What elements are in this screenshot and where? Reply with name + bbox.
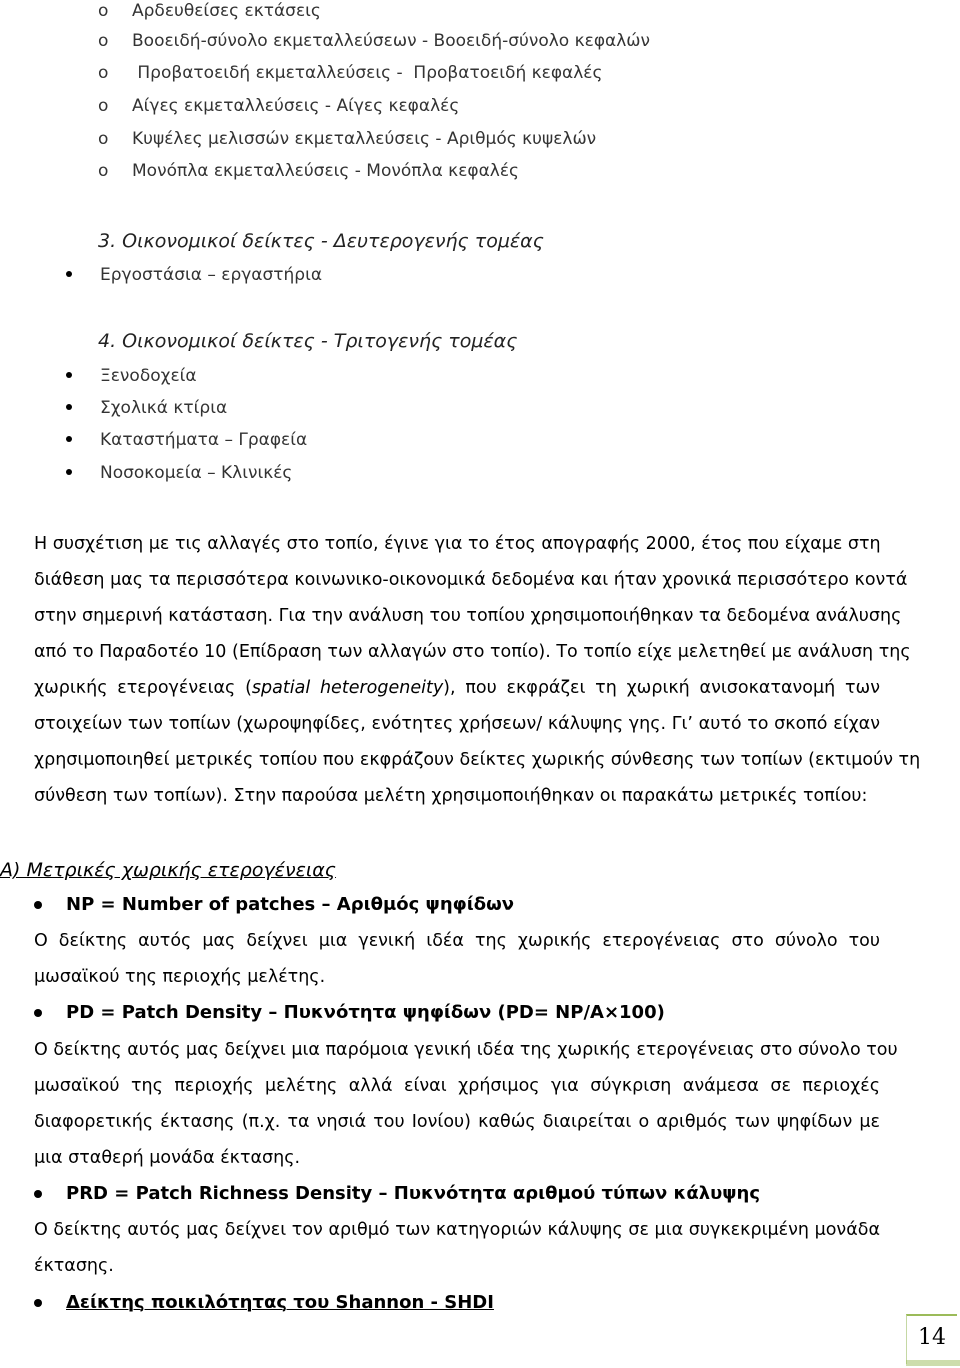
bullet-icon (34, 1299, 42, 1307)
list-item-text: Καταστήματα – Γραφεία (100, 430, 308, 450)
list-item (98, 0, 898, 22)
metric-description (34, 1212, 880, 1284)
list-item (66, 462, 766, 484)
paragraph-line: σύνθεση των τοπίων). Στην παρούσα μελέτη χρησιμοποιήθηκαν οι παρακάτω μετρικές τοπίου: (34, 786, 868, 806)
bullet-icon (34, 1009, 42, 1017)
list-marker: o (98, 96, 109, 116)
bullet-icon (66, 469, 72, 475)
bullet-icon (66, 271, 72, 277)
bullet-icon (66, 436, 72, 442)
list-marker: o (98, 129, 109, 149)
list-item (66, 429, 766, 451)
paragraph-line: Ο δείκτης αυτός μας δείχνει μια παρόμοια γενική ιδέα της χωρικής ετερογένειας στο σύνολο του (34, 1040, 898, 1060)
subsection-heading: Α) Μετρικές χωρικής ετερογένειας (0, 859, 336, 881)
metric-title: PD = Patch Density – Πυκνότητα ψηφίδων (PD= NP/A×100) (66, 1002, 665, 1023)
section-3-heading: 3. Οικονομικοί δείκτες - Δευτερογενής τομέας (98, 230, 544, 252)
paragraph-line: έκτασης. (34, 1256, 114, 1276)
bullet-icon (66, 372, 72, 378)
list-item-text: Αρδευθείσες εκτάσεις (132, 1, 321, 21)
list-item-text: Σχολικά κτίρια (100, 398, 228, 418)
list-marker: o (98, 1, 109, 21)
paragraph-line: διάθεση μας τα περισσότερα κοινωνικο-οικονομικά δεδομένα και ήταν χρονικά περισσότερο κοντά (34, 570, 908, 590)
section-4-heading: 4. Οικονομικοί δείκτες - Τριτογενής τομέας (98, 330, 518, 352)
paragraph-line: στοιχείων των τοπίων (χωροψηφίδες, ενότητες χρήσεων/ κάλυψης γης. Γι’ αυτό το σκοπό είχαν (34, 714, 880, 734)
paragraph-line: μωσαϊκού της περιοχής μελέτης. (34, 967, 326, 987)
metric-title: PRD = Patch Richness Density – Πυκνότητα αριθμού τύπων κάλυψης (66, 1183, 761, 1204)
list-item-text: Αίγες εκμεταλλεύσεις - Αίγες κεφαλές (132, 96, 460, 116)
list-item (98, 30, 898, 52)
list-item-text: Νοσοκομεία – Κλινικές (100, 463, 293, 483)
list-marker: o (98, 161, 109, 181)
metric-item (34, 1001, 874, 1025)
main-paragraph (34, 526, 921, 814)
list-item-text: Ξενοδοχεία (100, 366, 197, 386)
paragraph-line: μια σταθερή μονάδα έκτασης. (34, 1148, 301, 1168)
list-item (66, 365, 766, 387)
list-item-text: Κυψέλες μελισσών εκμεταλλεύσεις - Αριθμός κυψελών (132, 129, 597, 149)
bullet-icon (66, 404, 72, 410)
list-item-text: Προβατοειδή εκμεταλλεύσεις - Προβατοειδή κεφαλές (132, 63, 603, 83)
list-item (98, 160, 898, 182)
paragraph-line: από το Παραδοτέο 10 (Επίδραση των αλλαγών στο τοπίο). Το τοπίο είχε μελετηθεί με ανάλυση της (34, 642, 911, 662)
list-item (98, 128, 898, 150)
paragraph-line: Ο δείκτης αυτός μας δείχνει τον αριθμό των κατηγοριών κάλυψης σε μια συγκεκριμένη μονάδα (34, 1220, 880, 1240)
paragraph-line: διαφορετικής έκτασης (π.χ. τα νησιά του Ιονίου) καθώς διαιρείται ο αριθμός των ψηφίδων με (34, 1112, 880, 1132)
list-item (66, 397, 766, 419)
list-item-text: Εργοστάσια – εργαστήρια (100, 265, 323, 285)
bullet-icon (34, 1190, 42, 1198)
list-item (66, 264, 766, 286)
metric-item (34, 1182, 874, 1206)
list-marker: o (98, 31, 109, 51)
list-item-text: Βοοειδή-σύνολο εκμεταλλεύσεων - Βοοειδή-σύνολο κεφαλών (132, 31, 651, 51)
metric-item (34, 1291, 874, 1315)
metric-item (34, 893, 874, 917)
list-item (98, 95, 898, 117)
paragraph-line: Η συσχέτιση με τις αλλαγές στο τοπίο, έγινε για το έτος απογραφής 2000, έτος που είχαμε στη (34, 534, 881, 554)
metric-description (34, 1032, 898, 1176)
list-item-text: Μονόπλα εκμεταλλεύσεις - Μονόπλα κεφαλές (132, 161, 520, 181)
paragraph-line: χωρικής ετερογένειας (spatial heterogeneity), που εκφράζει τη χωρική ανισοκατανομή των (34, 678, 880, 698)
page-number: 14 (906, 1314, 957, 1364)
italic-term: spatial heterogeneity (251, 678, 444, 698)
paragraph-line: μωσαϊκού της περιοχής μελέτης αλλά είναι χρήσιμος για σύγκριση ανάμεσα σε περιοχές (34, 1076, 880, 1096)
metric-title: Δείκτης ποικιλότητας του Shannon - SHDI (66, 1292, 494, 1313)
paragraph-line: στην σημερινή κατάσταση. Για την ανάλυση του τοπίου χρησιμοποιήθηκαν τα δεδομένα ανάλυσης (34, 606, 902, 626)
page-number-rule (906, 1360, 960, 1366)
list-item (98, 62, 898, 84)
paragraph-line: χρησιμοποιηθεί μετρικές τοπίου που εκφράζουν δείκτες χωρικής σύνθεσης των τοπίων (εκτιμούν τη (34, 750, 921, 770)
metric-title: NP = Number of patches – Αριθμός ψηφίδων (66, 894, 514, 915)
paragraph-line: Ο δείκτης αυτός μας δείχνει μια γενική ιδέα της χωρικής ετερογένειας στο σύνολο του (34, 931, 880, 951)
metric-description (34, 923, 880, 995)
list-marker: o (98, 63, 109, 83)
bullet-icon (34, 901, 42, 909)
